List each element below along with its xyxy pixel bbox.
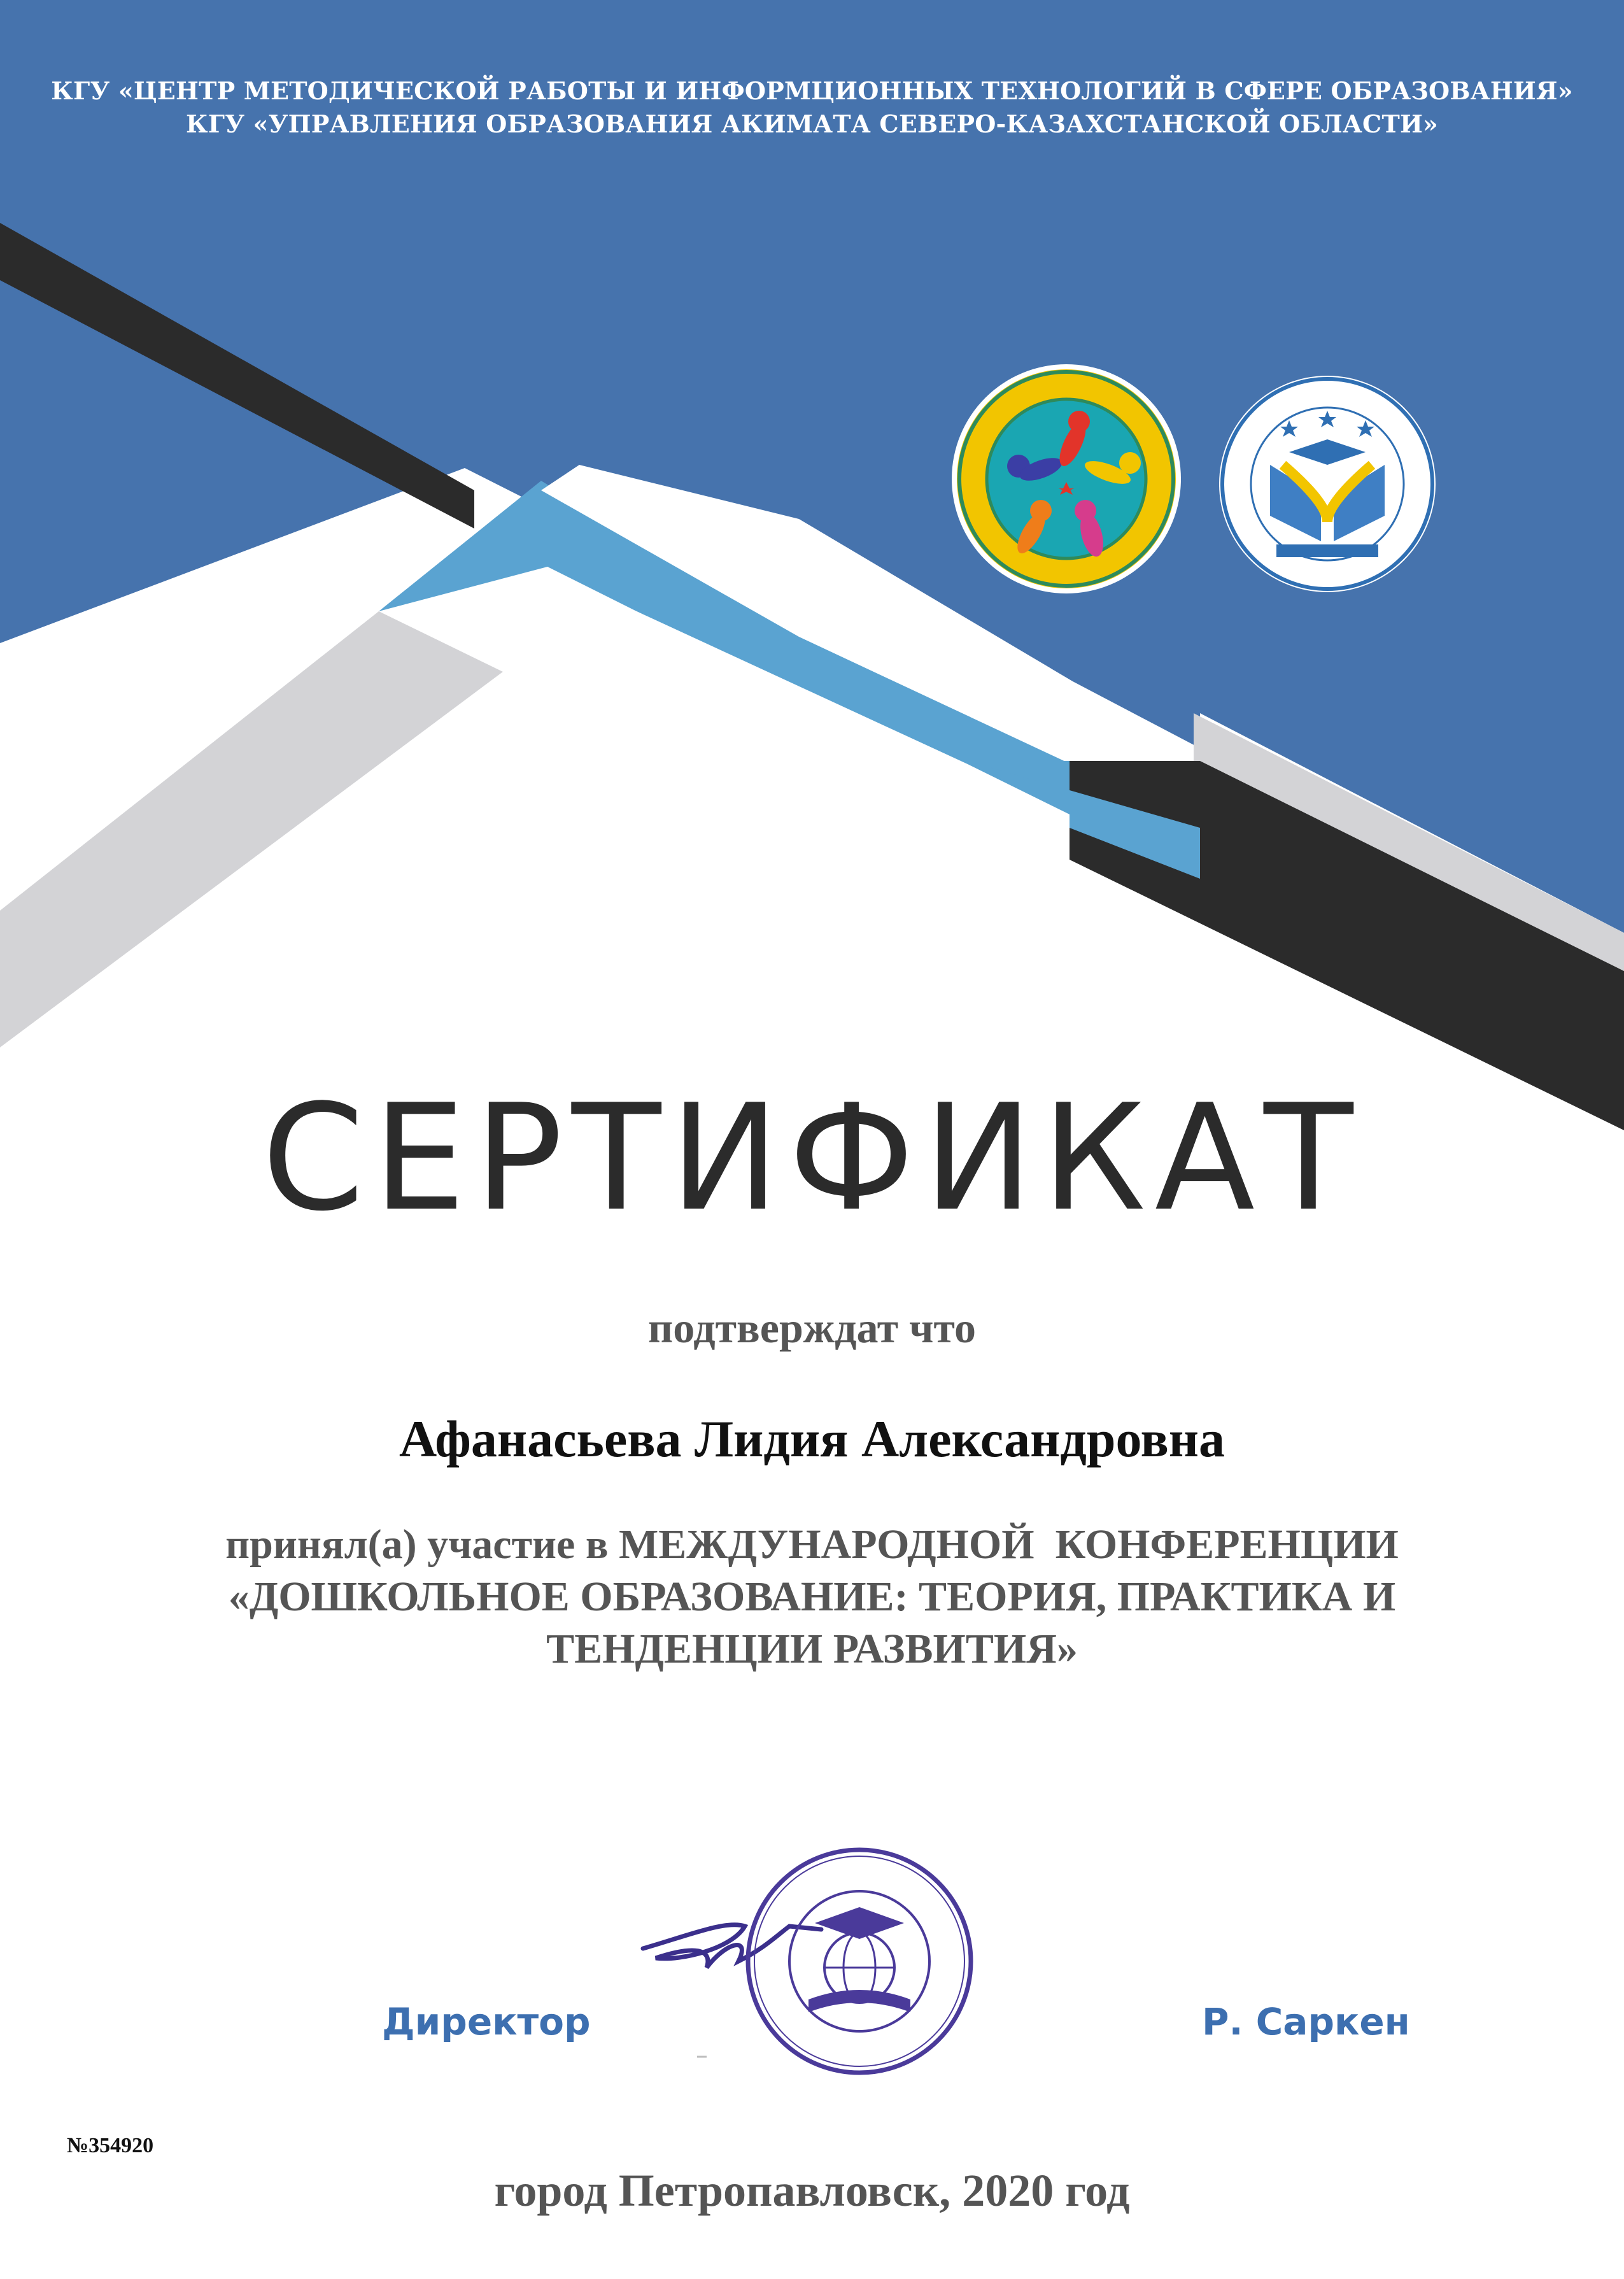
header-line-2: КГУ «УПРАВЛЕНИЯ ОБРАЗОВАНИЯ АКИМАТА СЕВЕРО-КАЗАХСТАНСКОЙ ОБЛАСТИ» (185, 110, 1438, 138)
left-logo (952, 364, 1181, 593)
event-line-3: ТЕНДЕНЦИИ РАЗВИТИЯ» (546, 1626, 1078, 1672)
event-line-1: принял(а) участие в МЕЖДУНАРОДНОЙ КОНФЕРЕНЦИИ (225, 1521, 1399, 1568)
certificate-number: №354920 (67, 2134, 154, 2157)
certificate-title: СЕРТИФИКАТ (262, 1074, 1362, 1244)
signer-name: Р. Саркен (1202, 2000, 1410, 2043)
recipient-name: Афанасьева Лидия Александровна (399, 1410, 1225, 1468)
event-line-2: «ДОШКОЛЬНОЕ ОБРАЗОВАНИЕ: ТЕОРИЯ, ПРАКТИКА И (228, 1573, 1396, 1620)
confirm-text: подтверждат что (648, 1303, 976, 1352)
right-logo (1219, 376, 1436, 592)
header-line-1: КГУ «ЦЕНТР МЕТОДИЧЕСКОЙ РАБОТЫ И ИНФОРМЦИОННЫХ ТЕХНОЛОГИЙ В СФЕРЕ ОБРАЗОВАНИЯ» (51, 76, 1573, 105)
signer-position: Директор (382, 2000, 591, 2043)
city-year: город Петропавловск, 2020 год (494, 2165, 1130, 2216)
event-description (127, 1519, 1497, 1675)
